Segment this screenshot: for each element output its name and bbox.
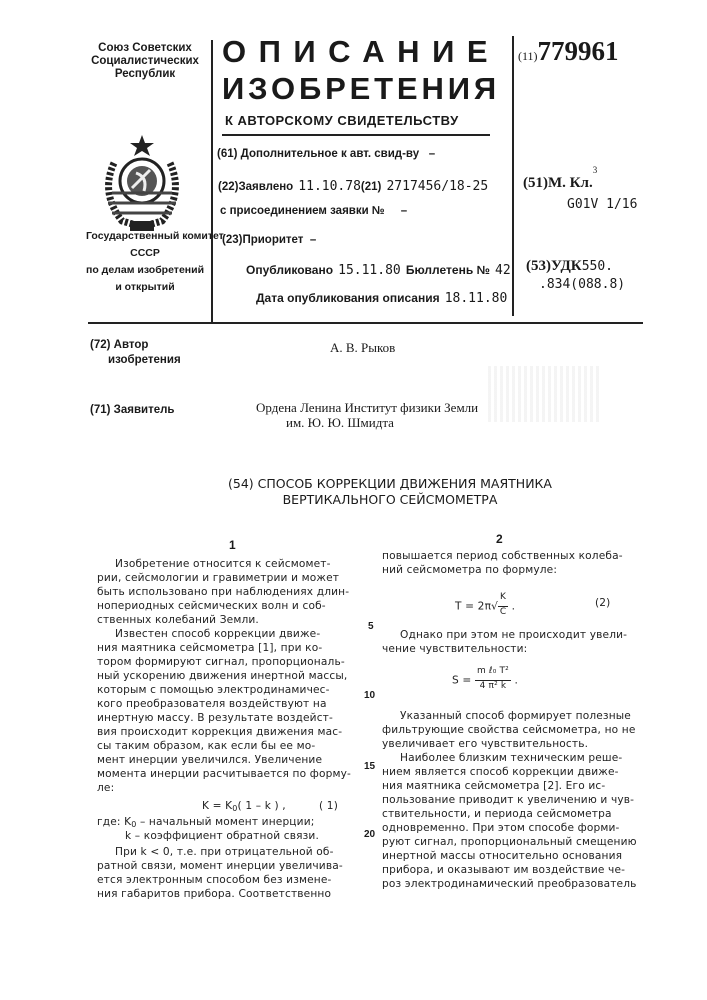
field-51 [523, 172, 597, 192]
field-23 [222, 234, 316, 246]
text-line: Однако при этом не происходит увели- [382, 628, 627, 642]
applicant-name [256, 400, 478, 430]
text-line: сы таким образом, как если бы ее мо- [97, 739, 351, 753]
text-line: нием является способ коррекции движе- [382, 765, 637, 779]
text-line: рии, сейсмологии и гравиметрии и может [97, 571, 351, 585]
doc-subtitle: К АВТОРСКОМУ СВИДЕТЕЛЬСТВУ [225, 113, 459, 128]
applicant-line: им. Ю. Ю. Шмидта [256, 415, 478, 430]
committee-line: Государственный комитет [86, 228, 204, 245]
field-label: Дата опубликования описания [256, 291, 440, 305]
field-value: – [310, 234, 316, 246]
field-label: с присоединением заявки № [220, 205, 385, 217]
formula-number: (2) [595, 596, 610, 610]
line-number: 15 [364, 761, 375, 772]
udk-code: .834(088.8) [539, 277, 625, 292]
divider [512, 36, 514, 316]
text-line: которым с помощью электродинамичес- [97, 683, 351, 697]
line-number: 10 [364, 690, 375, 701]
author-label [90, 338, 181, 368]
formula-1 [97, 799, 347, 813]
right-paragraph-1 [382, 549, 623, 577]
right-paragraph-3 [382, 709, 637, 891]
text-line: ратной связи, момент инерции увеличива- [97, 859, 343, 873]
formula-part: K = K [202, 800, 232, 812]
text-line: вия происходит коррекция движения мас- [97, 725, 351, 739]
field-label: (21) [361, 181, 381, 193]
text-line: ный ускорению движения инертной массы, [97, 669, 351, 683]
title-line: (54) СПОСОБ КОРРЕКЦИИ ДВИЖЕНИЯ МАЯТНИКА [170, 476, 610, 492]
formula-denominator: C [498, 607, 508, 621]
field-label: (22)Заявлено [218, 181, 293, 193]
field-published [246, 259, 511, 278]
field-label: Бюллетень № [406, 263, 490, 277]
formula-sub: 0 [131, 820, 136, 829]
field-value: 15.11.80 [338, 263, 401, 278]
text-line: При k < 0, т.е. при отрицательной об- [97, 845, 343, 859]
formula-denominator: 4 π² k [475, 681, 511, 695]
where-line: k – коэффициент обратной связи. [97, 829, 319, 843]
doc-title-1: ОПИСАНИЕ [222, 34, 500, 70]
left-paragraph-3 [97, 845, 343, 901]
patent-code: (11) [518, 49, 538, 63]
line-number: 5 [368, 621, 374, 632]
where-line [97, 815, 319, 829]
where-text: – начальный момент инерции; [136, 816, 314, 828]
text-line: фильтрующие свойства сейсмометра, но не [382, 723, 637, 737]
field-label: (23)Приоритет [222, 234, 303, 246]
text-line: роз электродинамический преобразователь [382, 877, 637, 891]
text-line: повышается период собственных колеба- [382, 549, 623, 563]
text-line: быть использовано при наблюдениях длин- [97, 585, 351, 599]
field-label: (51)М. Кл. [523, 175, 593, 191]
text-line: ний сейсмометра по формуле: [382, 563, 623, 577]
text-line: ствительности, и периода сейсмометра [382, 807, 637, 821]
line-number: 20 [364, 829, 375, 840]
subtitle-underline [222, 134, 490, 136]
state-committee [86, 228, 204, 296]
ussr-emblem-icon [92, 133, 192, 243]
field-value: – [401, 205, 407, 217]
field-53 [526, 255, 613, 275]
text-line: кого преобразователя воздействуют на [97, 697, 351, 711]
column-number: 2 [496, 532, 503, 546]
text-line: ния габаритов прибора. Соответственно [97, 887, 343, 901]
text-line: момента инерции расчитывается по форму- [97, 767, 351, 781]
text-line: одновременно. При этом способе форми- [382, 821, 637, 835]
doc-title-2-box [222, 71, 500, 107]
committee-line: по делам изобретений [86, 262, 204, 279]
formula-part: . [511, 675, 518, 687]
formula-2 [382, 588, 682, 618]
text-line: руют сигнал, пропорциональный смещению [382, 835, 637, 849]
text-line: пользование приводит к увеличению и чув- [382, 793, 637, 807]
text-line: чение чувствительности: [382, 642, 627, 656]
doc-title-1-box [222, 34, 500, 70]
formula-part: T = 2π√ [455, 601, 498, 613]
field-value: 2717456/18-25 [386, 179, 488, 194]
label-line: (72) Автор [90, 338, 181, 353]
union-line: Социалистических [88, 55, 202, 68]
field-22 [218, 175, 488, 194]
field-attach [220, 205, 407, 217]
field-value: 18.11.80 [445, 291, 508, 306]
right-paragraph-2 [382, 628, 627, 656]
formula-number: ( 1) [319, 799, 338, 813]
text-line: прибора, и оказывают им воздействие че- [382, 863, 637, 877]
text-line: ле: [97, 781, 351, 795]
mpk-code: G01V 1/16 [567, 197, 637, 212]
text-line: Изобретение относится к сейсмомет- [97, 557, 351, 571]
committee-line: СССР [86, 245, 204, 262]
invention-title [170, 476, 610, 508]
text-line: тором формируют сигнал, пропорциональ- [97, 655, 351, 669]
text-line: Известен способ коррекции движе- [97, 627, 351, 641]
field-desc-date [256, 287, 507, 306]
doc-title-2: ИЗОБРЕТЕНИЯ [222, 71, 500, 107]
text-line: инертной массы относительно основания [382, 849, 637, 863]
applicant-line: Ордена Ленина Институт физики Земли [256, 400, 478, 415]
text-line: Наиболее близким техническим реше- [382, 751, 637, 765]
text-line: увеличивает его чувствительность. [382, 737, 637, 751]
where-text: где: K [97, 816, 131, 828]
column-number: 1 [229, 538, 236, 552]
patent-number [518, 36, 619, 67]
divider [211, 40, 213, 322]
field-label: Опубликовано [246, 263, 333, 277]
formula-numerator: K [498, 592, 508, 607]
label-line: изобретения [90, 353, 181, 368]
formula-part: S = [452, 675, 475, 687]
text-line: Указанный способ формирует полезные [382, 709, 637, 723]
patent-number-value: 779961 [538, 36, 619, 66]
committee-line: и открытий [86, 279, 204, 296]
field-value: – [429, 148, 435, 160]
formula-part: . [508, 601, 515, 613]
library-stamp [488, 366, 602, 422]
field-label: (53)УДК [526, 258, 582, 274]
text-line: ния маятника сейсмометра [1], при ко- [97, 641, 351, 655]
text-line: нопериодных сейсмических волн и соб- [97, 599, 351, 613]
text-line: ется электронным способом без измене- [97, 873, 343, 887]
where-clause [97, 815, 319, 843]
text-line: инертную массу. В результате воздейст- [97, 711, 351, 725]
formula-part: ( 1 – k ) , [238, 800, 286, 812]
author-name: А. В. Рыков [330, 340, 395, 356]
applicant-label: (71) Заявитель [90, 404, 175, 416]
field-value: 42 [495, 263, 511, 278]
field-value: 550. [582, 259, 613, 274]
left-paragraph-1 [97, 557, 351, 795]
field-value: 11.10.78 [298, 179, 361, 194]
field-61 [217, 148, 435, 160]
title-line: ВЕРТИКАЛЬНОГО СЕЙСМОМЕТРА [170, 492, 610, 508]
text-line: ственных колебаний Земли. [97, 613, 351, 627]
union-line: Союз Советских [88, 42, 202, 55]
text-line: ния маятника сейсмометра [2]. Его ис- [382, 779, 637, 793]
formula-3 [382, 664, 682, 694]
formula-numerator: m ℓ₀ T² [475, 666, 511, 681]
formula-sub: 0 [232, 804, 237, 813]
header-rule [88, 322, 643, 324]
union-name [88, 42, 202, 81]
union-line: Республик [88, 68, 202, 81]
edition-sup: 3 [593, 165, 598, 175]
field-label: (61) Дополнительное к авт. свид-ву [217, 148, 419, 160]
text-line: мент инерции увеличился. Увеличение [97, 753, 351, 767]
